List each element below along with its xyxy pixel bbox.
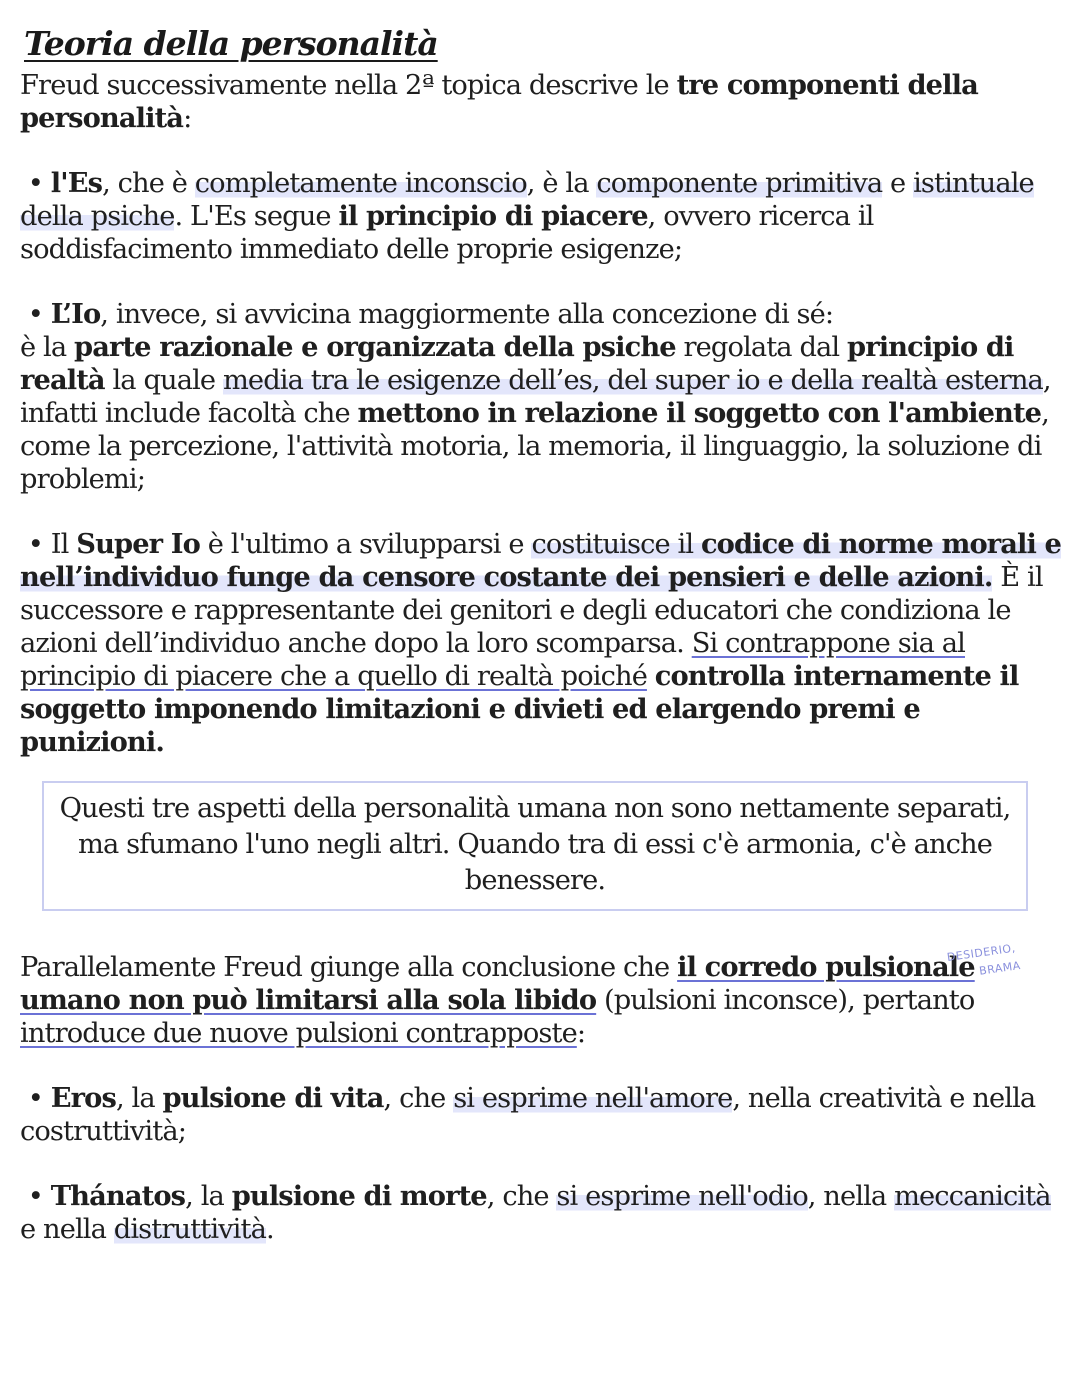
eros-paragraph [20, 1082, 1065, 1148]
io-bold: principio di realtà [20, 331, 1014, 396]
es-highlight: completamente inconscio [194, 168, 527, 199]
thanatos-bold: pulsione di morte [231, 1180, 487, 1212]
intro-text: Freud successivamente nella 2ª topica descrive le [20, 70, 677, 101]
eros-bold: pulsione di vita [162, 1082, 384, 1114]
intro-colon: : [183, 103, 192, 134]
es-text: e [882, 168, 914, 199]
es-text: . L'Es segue [174, 201, 339, 232]
io-highlight: media tra le esigenze dell’es, del super io e della realtà esterna [222, 365, 1043, 396]
superio-underline: Si contrappone sia al principio di piacere che a quello di realtà poiché [20, 628, 965, 692]
eros-highlight: si esprime nell'amore [453, 1083, 733, 1114]
es-highlight: istintuale della psiche [20, 168, 1034, 232]
bullet-icon: • [27, 1181, 43, 1212]
superio-text: Il [50, 529, 77, 560]
parallel-text: : [576, 1018, 586, 1049]
summary-box [42, 781, 1028, 911]
es-paragraph [20, 167, 1065, 266]
es-text: , è la [526, 168, 597, 199]
thanatos-text: e nella [20, 1214, 114, 1245]
io-text: , invece, si avvicina maggiormente alla concezione di sé: [100, 299, 834, 330]
summary-text: Questi tre aspetti della personalità umana non sono nettamente separati, ma sfumano l'uno negli altri. Quando tra di essi c'è armonia, c'è anche benessere. [59, 793, 1011, 896]
superio-bold-highlight: codice di norme morali e nell’individuo funge da censore costante dei pensieri e delle azioni. [20, 528, 1062, 593]
io-text: , infatti include facoltà che [20, 365, 1051, 429]
io-text: la quale [104, 365, 223, 396]
thanatos-highlight: si esprime nell'odio [556, 1181, 808, 1212]
io-text: è la [20, 332, 75, 363]
parallel-bold: il corredo pulsionale umano non può limitarsi alla sola libido [20, 951, 975, 1016]
io-text: , come la percezione, l'attività motoria, la memoria, il linguaggio, la soluzione di problemi; [20, 398, 1049, 495]
bullet-icon: • [27, 299, 43, 330]
io-term: L’Io [50, 298, 101, 330]
intro-paragraph [20, 69, 1065, 135]
superio-text: È il successore e rappresentante dei genitori e degli educatori che condiziona le azioni dell’individuo anche dopo la loro scomparsa. [20, 562, 1043, 659]
io-text: regolata dal [675, 332, 848, 363]
bullet-icon: • [27, 529, 43, 560]
parallel-text: Parallelamente Freud giunge alla conclusione che [20, 952, 678, 983]
bullet-icon: • [27, 1083, 43, 1114]
page-title: Teoria della personalità [24, 24, 438, 63]
parallel-underline: introduce due nuove pulsioni contrapposte [20, 1018, 577, 1049]
thanatos-highlight: meccanicità [894, 1181, 1051, 1212]
parallel-paragraph [20, 951, 1065, 1050]
io-bold: mettono in relazione il soggetto con l'ambiente [357, 397, 1042, 429]
io-bold: parte razionale e organizzata della psiche [74, 331, 676, 363]
thanatos-paragraph [20, 1180, 1065, 1246]
io-paragraph [20, 298, 1065, 496]
eros-text: , che [383, 1083, 454, 1114]
eros-term: Eros [50, 1082, 116, 1114]
thanatos-term: Thánatos [50, 1180, 186, 1212]
superio-highlight: costituisce il [531, 529, 701, 560]
thanatos-highlight: distruttività [113, 1214, 266, 1245]
note-line: DESIDERIO, [946, 941, 1017, 965]
superio-text [647, 661, 655, 692]
thanatos-text: . [265, 1214, 274, 1245]
es-term: l'Es [50, 167, 103, 199]
es-text: , ovvero ricerca il soddisfacimento immediato delle proprie esigenze; [20, 201, 874, 265]
superio-paragraph [20, 528, 1065, 759]
es-text: , che è [102, 168, 195, 199]
note-line: BRAMA [978, 958, 1022, 978]
superio-bold: controlla internamente il soggetto imponendo limitazioni e divieti ed elargendo premi e punizioni. [20, 660, 1019, 758]
notes-page [20, 24, 1065, 1246]
bullet-icon: • [27, 168, 43, 199]
thanatos-text: , la [185, 1181, 232, 1212]
parallel-text: (pulsioni inconsce), pertanto [596, 985, 975, 1016]
superio-term: Super Io [76, 528, 200, 560]
intro-bold: tre componenti della personalità [20, 69, 978, 134]
es-highlight: componente primitiva [596, 168, 883, 199]
thanatos-text: , che [486, 1181, 557, 1212]
superio-text: è l'ultimo a svilupparsi e [199, 529, 532, 560]
es-bold: il principio di piacere [338, 200, 648, 232]
eros-text: , nella creatività e nella costruttività; [20, 1083, 1036, 1147]
thanatos-text: , nella [807, 1181, 895, 1212]
eros-text: , la [115, 1083, 163, 1114]
